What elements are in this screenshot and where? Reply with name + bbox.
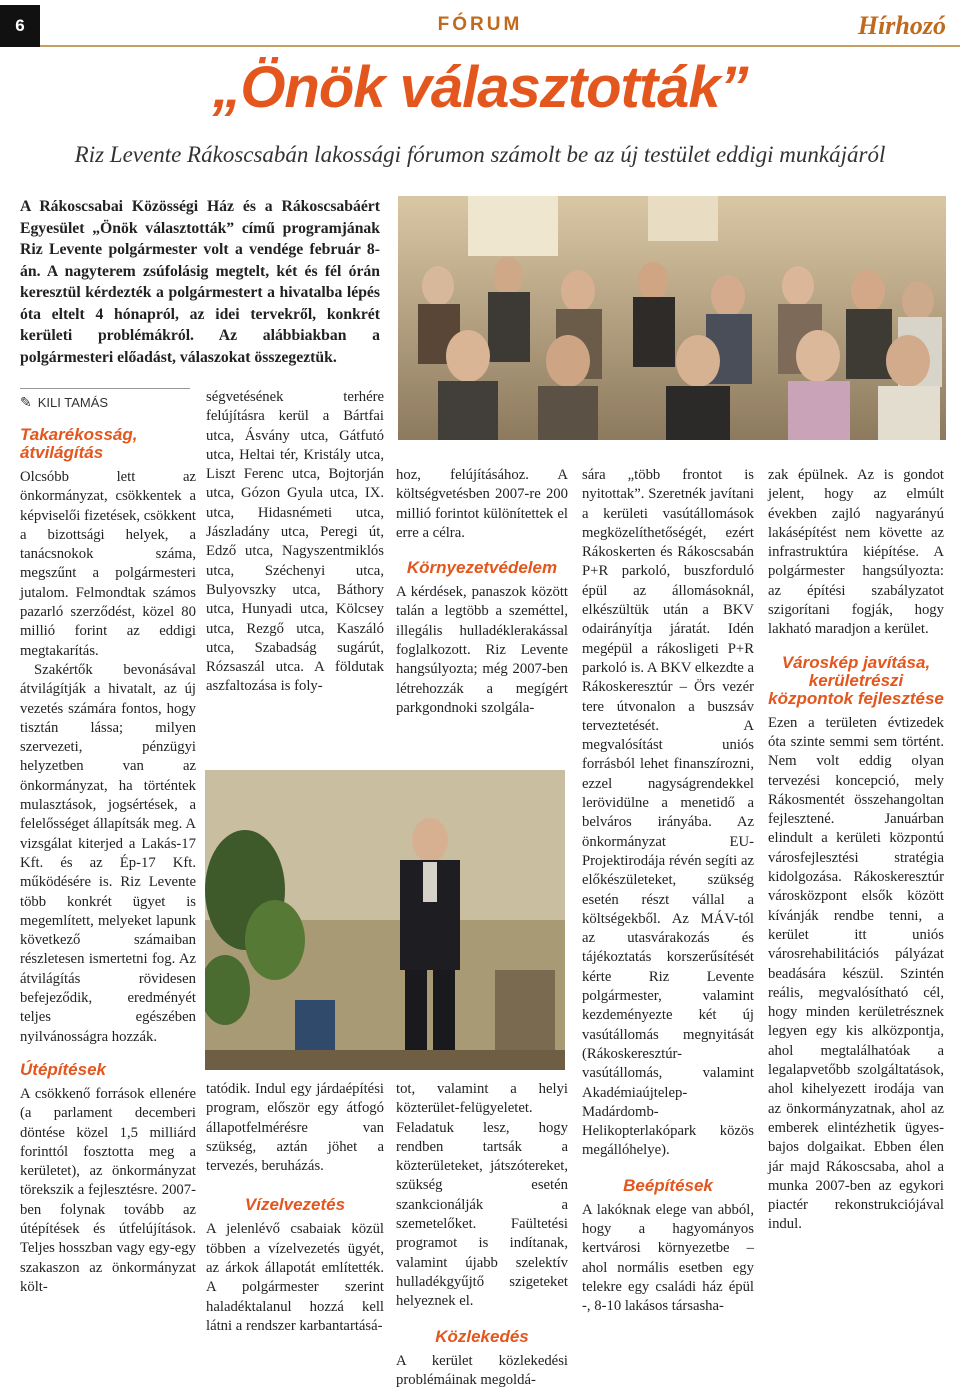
paragraph: Ezen a területen évtizedek óta szinte semmi sem történt. Nem volt eddig olyan tervezési koncepció, mely Rákosmentét összehangoltan fejlesztené. Januárban elindult a kerületi központú városfejlesztési stratégia kidolgozása. Rákoskeresztúr városközpont elsők között kívánják rendbe tenni, a kerület itt uniós városrehabilitációs pályázat beadására készül. Szintén reális, megvalósítható cél, hogy minden kerületrésznek legyen egy kis alközpontja, ahol megtalálhatóak a legalapvetőbb szolgáltatások, ahol kihelyezett irodája van az önkormányzatnak, ahol az emberek elintézhetik ügyes-bajos dolgaikat. Ebben élen jár majd Rákoscsaba, ahol a munka 2007-ben az egykori piactér rekonstrukciójával indul. (768, 714, 944, 1233)
paragraph: A kérdések, panaszok között talán a legtöbb a szeméttel, illegális hulladéklerakással foglalkozott. Riz Levente hangsúlyozta; még 2007-ben létrehozzák a megígért parkgondnoki szolgála- (396, 584, 568, 716)
column-4 (582, 466, 754, 1316)
article-title: „Önök választották” (212, 55, 748, 120)
audience-photo (398, 196, 946, 440)
subheading-varoskep: Városkép javítása, kerületrészi központok fejlesztése (768, 652, 944, 708)
paragraph: A lakóknak elege van abból, hogy a hagyományos kertvárosi környezetbe – ahol normális esetben egy telekre egy családi ház épül -, 8-10 lakásos társasha- (582, 1201, 754, 1315)
column-3-bottom (396, 1080, 568, 1390)
page-number: 6 (0, 5, 40, 47)
pen-icon: ✎ (20, 394, 32, 410)
publication-logo: Hírhozó (857, 11, 946, 40)
column-3-top (396, 466, 568, 718)
paragraph: A csökkenő források ellenére (a parlament decemberi döntése közel 1,5 milliárd forinttól fosztotta meg a kerületet), az önkormányzat törekszik a fejlesztésre. 2007-ben folynak tovább az útépítések és útfelújítások. Teljes hosszban vagy egy-egy szakaszon az önkormányzat költ- (20, 1085, 196, 1295)
paragraph: Szakértők bevonásával átvilágítják a hivatalt, az új vezetés számára fontos, hogy tisztán lássa; milyen szervezeti, pénzügyi helyzetben van az önkormányzat, ha történtek mulasztások, jogsértések, a felelősséget állapítsák meg. A vizsgálat kiterjed a Lakás-17 Kft. és az Ép-17 Kft. működésére is. Riz Levente több konkrét ügyet is megemlített, melyeket lapunk következő számaiban részletesen ismertetni fog. Az átvilágítás rövidesen befejeződik, eredményét teljes egészében nyilvánosságra hozzák. (20, 661, 196, 1045)
byline-rule (20, 388, 190, 389)
subheading-kornyezetvedelem: Környezetvédelem (406, 558, 558, 578)
subheading-utepitesek: Útépítések (20, 1059, 106, 1079)
paragraph: A jelenlévő csabaiak közül többen a vízelvezetés ügyét, az árkok állapotát említették. A polgármester szerint haladéktalanul hozzá kell látni a rendszer karbantartásá- (206, 1221, 384, 1334)
paragraph: tatódik. Indul egy járdaépítési program, először egy átfogó állapotfelmérésre van szükség, aztán jöhet a tervezés, beruházás. (206, 1081, 384, 1175)
column-2-bottom (206, 1080, 384, 1336)
column-5 (768, 466, 944, 1235)
page-header (0, 0, 960, 56)
paragraph: sára „több frontot is nyitottak”. Szeretnék javítani a kerületi vasútállomások megközelíthetőségét, ezért Rákoskerten és Rákoscsabán P+R parkoló, buszforduló épül az állomásoknál, elkészültük után a BKV odairányítja járatát. Idén megépül a rákosligeti P+R parkoló is. A BKV elkezdte a Rákoskeresztúr – Örs vezér tere útvonalon a buszsáv terveztetését. A megvalósítást uniós forrásból lehet finanszírozni, ezzel nagyságrendekkel lerövidülne a menetidő a belváros irányába. Az önkormányzat EU-Projektirodája révén segíti az előkészületeket, szükség esetén részt vállal a költségekből. Az MÁV-tól az utasvárakozás és tájékoztatás korszerűsítését kérte Riz Levente polgármester, valamint kezdeményezte két új vasútállomás megnyitását (Rákoskeresztúr-vasútállomás, valamint Akadémiaújtelep-Madárdomb-Helikopterlakópark közös megállóhelye). (582, 467, 754, 1159)
article-subtitle: Riz Levente Rákoscsabán lakossági fórumon számolt be az új testület eddigi munkájáról (74, 142, 886, 167)
column-2-top (206, 388, 384, 697)
column-1 (20, 420, 196, 1297)
paragraph: hoz, felújításához. A költségvetésben 2007-re 200 millió forintot különítettek el erre a célra. (396, 467, 568, 541)
paragraph: A kerület közlekedési problémáinak megoldá- (396, 1352, 568, 1388)
subheading-vizelvezetes: Vízelvezetés (244, 1195, 346, 1215)
subheading-beepitesek: Beépítések (623, 1175, 713, 1195)
paragraph: zak épülnek. Az is gondot jelent, hogy az elmúlt években zajló nagyarányú lakásépítést nem követte az infrastruktúra kiépítése. A polgármester hangsúlyozta: az építési szabályzatot szigorítani fogják, hogy lakható maradjon a kerület. (768, 467, 944, 638)
subheading-takarekossag: Takarékosság, átvilágítás (20, 425, 138, 462)
paragraph: Olcsóbb lett az önkormányzat, csökkentek a képviselői fizetések, csökkent a bizottsági helyek, a tanácsnokok száma, megszűnt a polgármesteri jutalom. Felmondtak számos pazarló szerződést, közel 80 millió forint az eddigi megtakarítás. (20, 469, 196, 659)
section-title: FÓRUM (437, 14, 523, 35)
paragraph: tot, valamint a helyi közterület-felügyeletet. Feladatuk lesz, hogy rendben tartsák a közterületeket, játszótereket, szükség esetén szankcionálják a szemetelőket. Faültetési programot is indítanak, valamint újabb szelektív hulladékgyűjtő szigeteket helyeznek el. (396, 1081, 568, 1310)
author-name: KILI TAMÁS (37, 395, 109, 410)
paragraph: ségvetésének terhére felújításra kerül a Bártfai utca, Ásvány utca, Gátfutó utca, Heltai tér, Kristály utca, Liszt Ferenc utca, Bojtorján utca, Gózon Gyula utca, IX. utca, Hidasnémeti utca, Jászladány utca, Peregi út, Edző utca, Nagyszentmiklós utca, Széchenyi utca, Bulyovszky utca, Báthory utca, Hunyadi utca, Kölcsey utca, Rezgő utca, Kaszáló utca, Szabadság sugárút, Rózsaszál utca. A földutak aszfaltozása is foly- (206, 389, 384, 695)
header-rule (40, 45, 960, 47)
article-lead: A Rákoscsabai Közösségi Ház és a Rákoscsabáért Egyesület „Önök választották” című programjának Riz Levente polgármester volt a vendége február 8-án. A nagyterem zsúfolásig megtelt, két és fél órán keresztül kérdezték a polgármestert a hivatalba lépés óta eltelt 4 hónapról, az idei tervekről, konkrét kerületi problémákról. Az alábbiakban a polgármesteri előadást, válaszokat összegeztük. (20, 198, 380, 366)
subheading-kozlekedes: Közlekedés (435, 1326, 529, 1346)
speaker-photo (205, 770, 565, 1070)
byline (20, 394, 108, 411)
